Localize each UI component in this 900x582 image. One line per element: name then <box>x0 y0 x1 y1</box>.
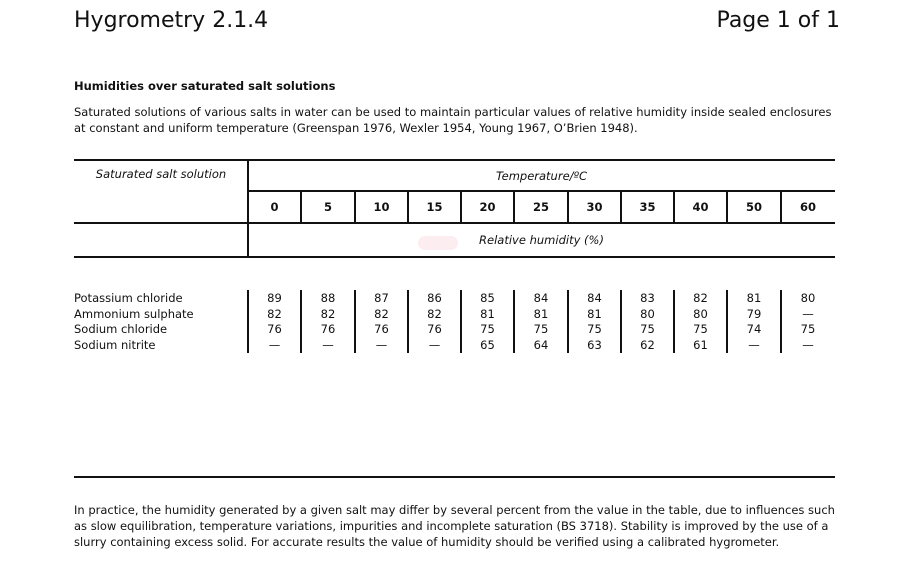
footnote-paragraph: In practice, the humidity generated by a given salt may differ by several percent from the value in the table, due to influences such as slow equilibration, temperature variations, impurities and incomplete saturation (BS 3718). Stability is improved by the use of a slurry containing excess solid. For accurate results the value of humidity should be verified using a calibrated hygrometer. <box>74 503 835 549</box>
humidity-value: 88 <box>320 291 336 305</box>
humidity-value: 76 <box>374 322 389 336</box>
humidity-value: 61 <box>693 338 708 352</box>
humidity-value: 85 <box>480 291 495 305</box>
humidity-value: 80 <box>693 307 708 321</box>
intro-paragraph: Saturated solutions of various salts in water can be used to maintain particular values of relative humidity inside sealed enclosures at constant and uniform temperature (Greenspan 1976, Wexler 1954, Young 1967, O’Brien 1948). <box>74 105 832 135</box>
humidity-value: 75 <box>587 322 602 336</box>
temp-cell: 20 <box>479 200 496 214</box>
humidity-value: — <box>748 338 760 352</box>
humidity-value: 82 <box>374 307 389 321</box>
humidity-value: 75 <box>533 322 549 336</box>
humidity-value: 64 <box>533 338 549 352</box>
humidity-value: — <box>375 338 388 352</box>
temp-cell: 60 <box>799 200 816 214</box>
humidity-value: 75 <box>800 322 816 336</box>
humidity-value: 87 <box>374 291 389 305</box>
humidity-value: 81 <box>480 307 495 321</box>
humidity-value: — <box>802 338 814 352</box>
section-heading: Humidities over saturated salt solutions <box>74 79 336 93</box>
humidity-value: 81 <box>746 291 762 305</box>
humidity-value: 82 <box>427 307 442 321</box>
temperature-header: Temperature/ºC <box>496 169 587 183</box>
temp-cell: 15 <box>426 200 443 214</box>
humidity-value: 75 <box>640 322 655 336</box>
temp-cell: 25 <box>532 200 549 214</box>
temp-cell: 0 <box>270 200 279 214</box>
salt-name: Sodium chloride <box>74 322 168 336</box>
humidity-value: 86 <box>427 291 442 305</box>
humidity-value: 81 <box>587 307 602 321</box>
page-number: Page 1 of 1 <box>716 8 840 33</box>
temp-cell: 35 <box>639 200 656 214</box>
humidity-value: 76 <box>267 322 282 336</box>
humidity-value: 80 <box>640 307 655 321</box>
humidity-value: 84 <box>587 291 602 305</box>
humidity-value: 82 <box>267 307 282 321</box>
temp-cell: 30 <box>586 200 603 214</box>
humidity-value: 80 <box>800 291 816 305</box>
salt-name: Ammonium sulphate <box>74 307 194 321</box>
humidity-value: 83 <box>640 291 655 305</box>
temp-cell: 10 <box>373 200 390 214</box>
relative-humidity-header: Relative humidity (%) <box>479 233 604 247</box>
humidity-value: 74 <box>746 322 762 336</box>
humidity-value: — <box>322 338 334 352</box>
humidity-value: 82 <box>320 307 336 321</box>
humidity-value: — <box>428 338 441 352</box>
document-title: Hygrometry 2.1.4 <box>74 8 269 33</box>
humidity-value: 82 <box>693 291 708 305</box>
humidity-value: 81 <box>533 307 549 321</box>
humidity-value: — <box>802 307 814 321</box>
humidity-value: 76 <box>320 322 336 336</box>
salt-name: Potassium chloride <box>74 291 183 305</box>
humidity-value: — <box>268 338 281 352</box>
humidity-value: 79 <box>746 307 762 321</box>
temp-cell: 5 <box>323 200 332 214</box>
humidity-value: 89 <box>267 291 282 305</box>
temp-cell: 50 <box>745 200 762 214</box>
humidity-value: 65 <box>480 338 495 352</box>
humidity-value: 76 <box>427 322 442 336</box>
humidity-value: 62 <box>640 338 655 352</box>
temp-cell: 40 <box>692 200 709 214</box>
salt-column-header: Saturated salt solution <box>95 167 227 181</box>
salt-name: Sodium nitrite <box>74 338 156 352</box>
humidity-value: 63 <box>587 338 602 352</box>
humidity-value: 75 <box>480 322 495 336</box>
humidity-value: 75 <box>693 322 708 336</box>
humidity-value: 84 <box>533 291 549 305</box>
